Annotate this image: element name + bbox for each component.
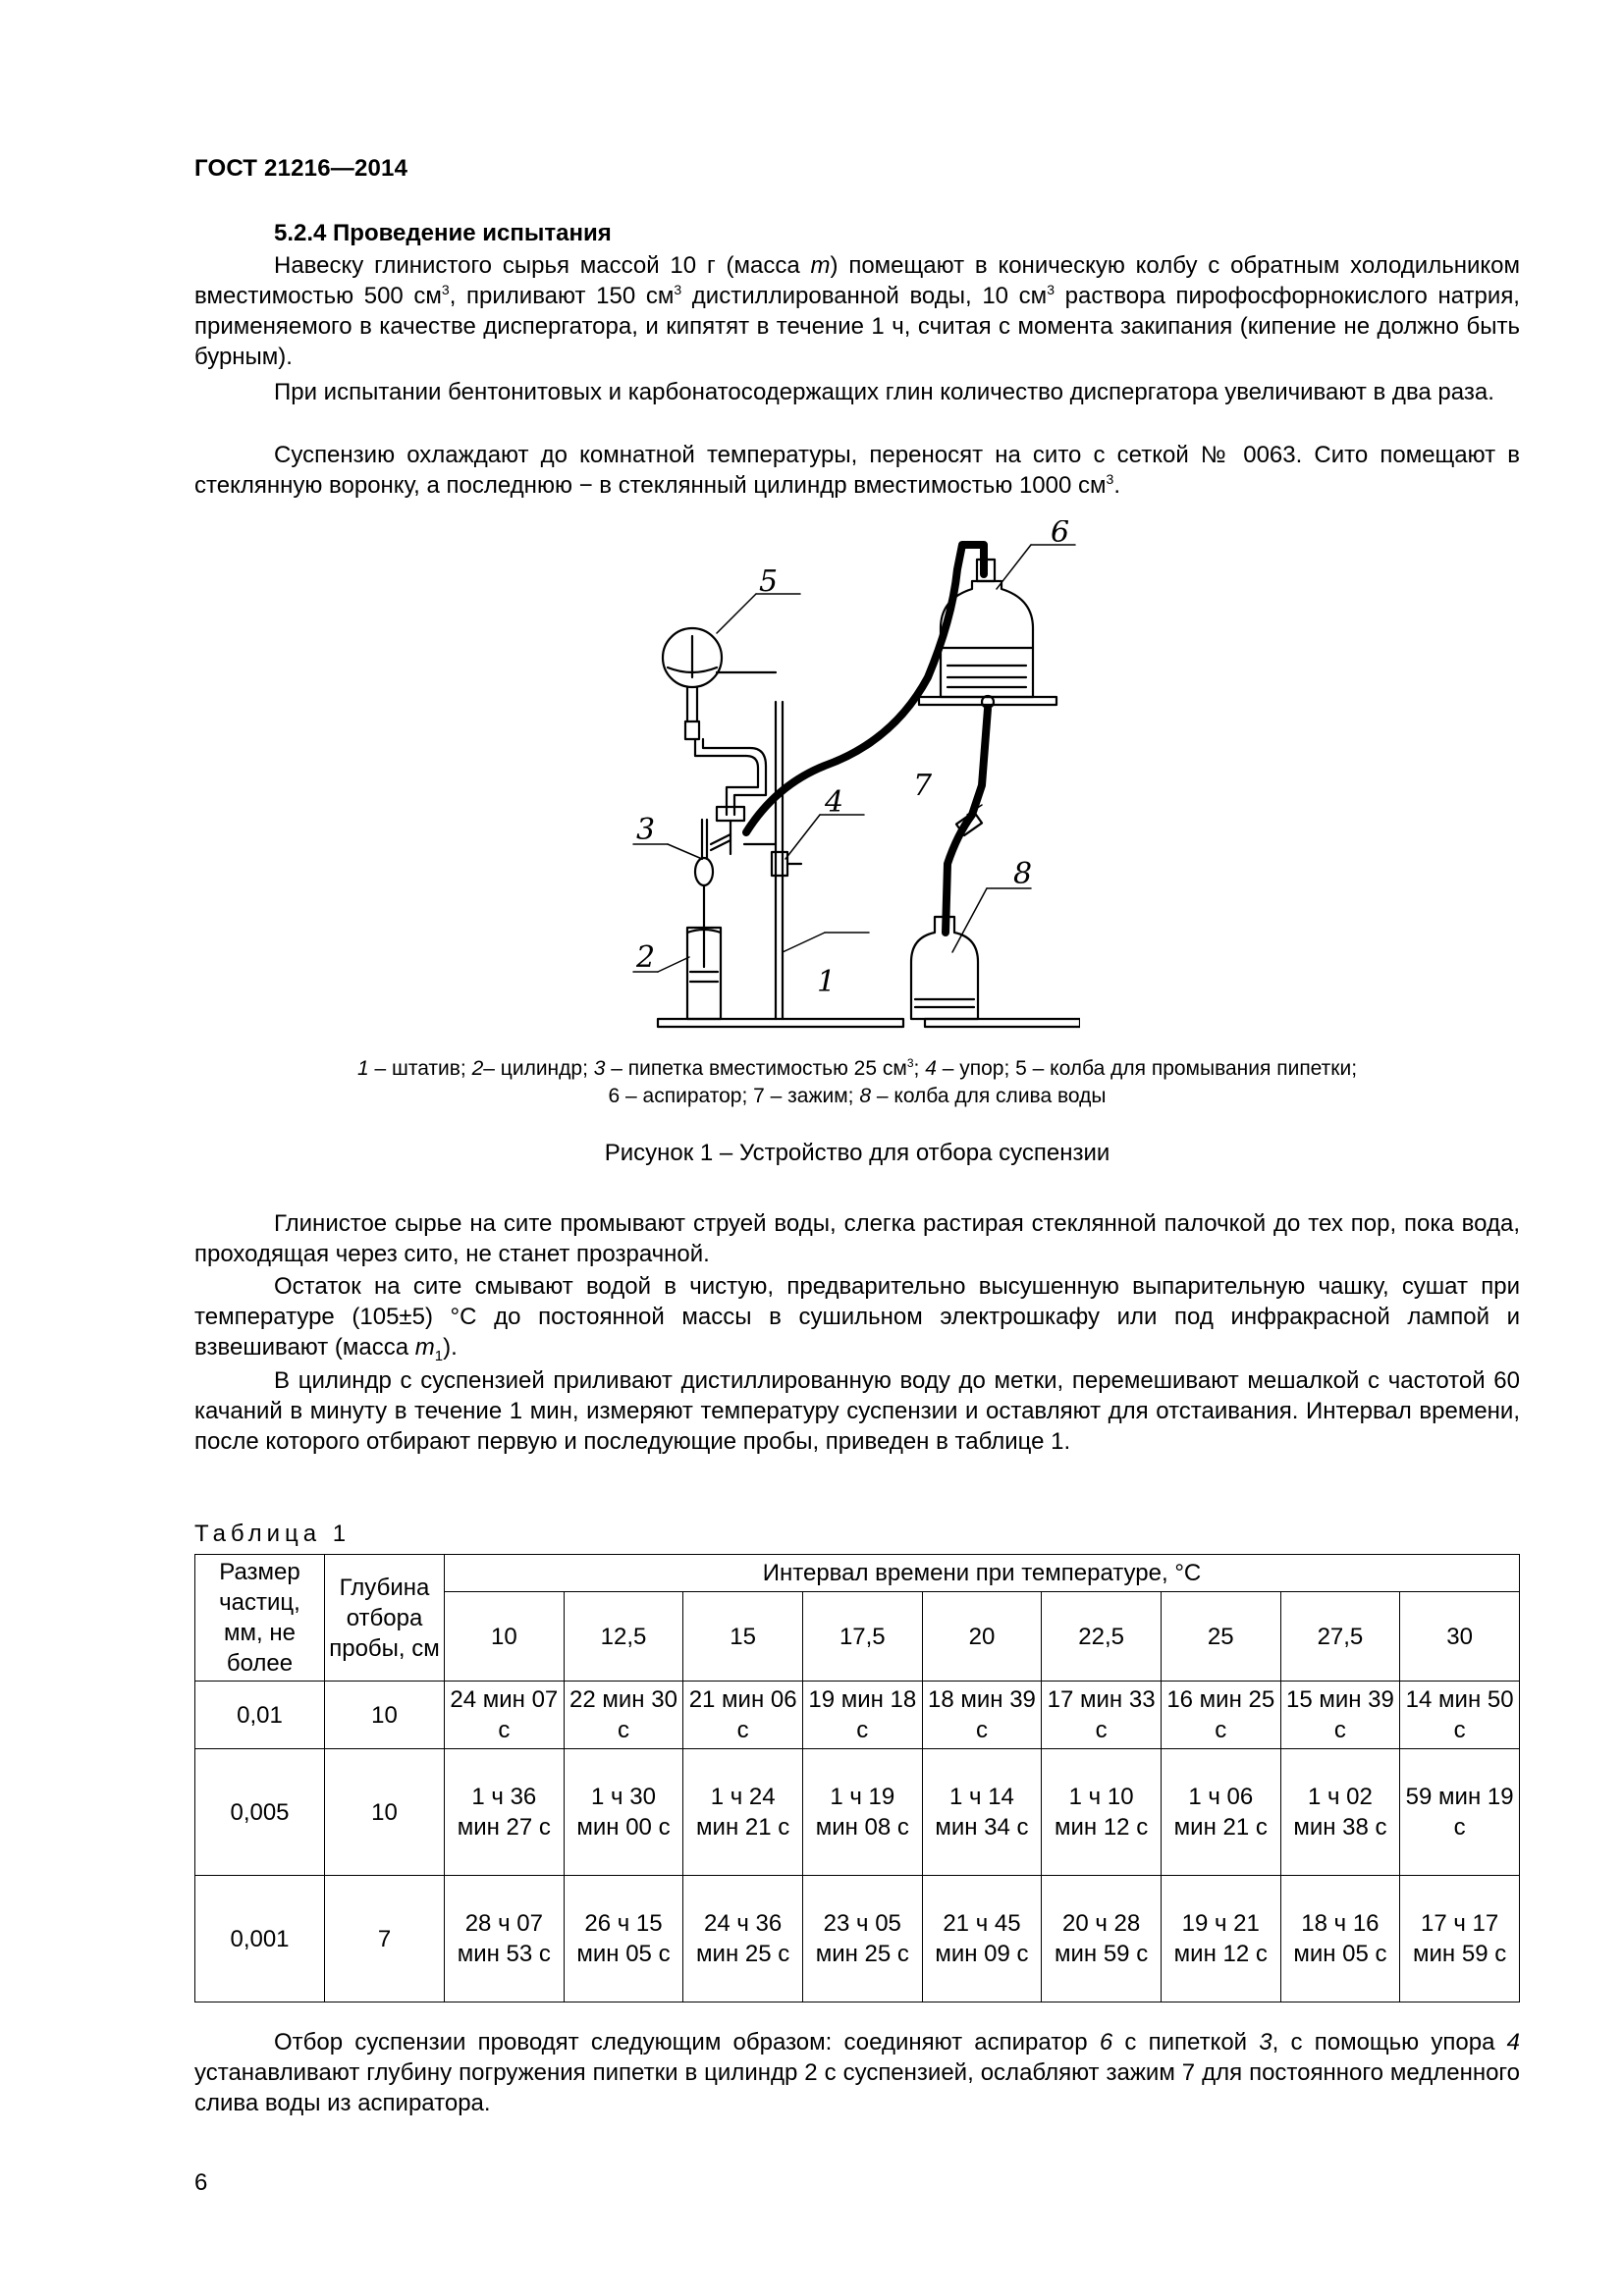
col-header-interval: Интервал времени при температуре, °С [445, 1555, 1520, 1592]
depth-cell: 7 [325, 1876, 445, 2002]
temp-header: 20 [922, 1592, 1042, 1682]
particle-size-cell: 0,005 [195, 1749, 325, 1876]
time-cell: 19 ч 21 мин 12 с [1161, 1876, 1280, 2002]
depth-cell: 10 [325, 1749, 445, 1876]
apparatus-diagram [628, 520, 1080, 1031]
time-cell: 1 ч 02 мин 38 с [1280, 1749, 1400, 1876]
figure-label-3: 3 [636, 813, 656, 847]
depth-cell: 10 [325, 1682, 445, 1749]
figure-legend-line-1: 1 – штатив; 2– цилиндр; 3 – пипетка вместимостью 25 $см^3$; 4 – упор; 5 – колба для промывания пипетки; [356, 1056, 1358, 1080]
aspirator-bottle [941, 581, 1033, 697]
time-cell: 23 ч 05 мин 25 с [802, 1876, 922, 2002]
table-row [195, 1876, 1520, 2002]
time-cell: 28 ч 07 мин 53 с [445, 1876, 565, 2002]
time-cell: 19 мин 18 с [802, 1682, 922, 1749]
temp-header: 25 [1161, 1592, 1280, 1682]
document-header: ГОСТ 21216—2014 [194, 155, 408, 182]
time-cell: 24 ч 36 мин 25 с [683, 1876, 803, 2002]
figure-label-6: 6 [1051, 520, 1070, 550]
time-cell: 20 ч 28 мин 59 с [1042, 1876, 1162, 2002]
time-cell: 1 ч 24 мин 21 с [683, 1749, 803, 1876]
time-cell: 1 ч 10 мин 12 с [1042, 1749, 1162, 1876]
time-cell: 17 ч 17 мин 59 с [1400, 1876, 1520, 2002]
time-cell: 1 ч 14 мин 34 с [922, 1749, 1042, 1876]
col-header-depth: Глубина отбора пробы, см [325, 1555, 445, 1682]
time-cell: 17 мин 33 с [1042, 1682, 1162, 1749]
pipette-bulb [695, 858, 713, 885]
col-header-size: Размер частиц, мм, не более [195, 1555, 325, 1682]
time-cell: 26 ч 15 мин 05 с [564, 1876, 683, 2002]
time-cell: 59 мин 19 с [1400, 1749, 1520, 1876]
time-cell: 18 мин 39 с [922, 1682, 1042, 1749]
paragraph-3: Суспензию охлаждают до комнатной температуры, переносят на сито с сеткой № 0063. Сито помещают в стеклянную воронку, а последнюю − в стеклянный цилиндр вместимостью 1000 $см^3$. [194, 442, 1520, 499]
temp-header: 10 [445, 1592, 565, 1682]
time-cell: 16 мин 25 с [1161, 1682, 1280, 1749]
temp-header: 30 [1400, 1592, 1520, 1682]
section-title: 5.2.4 Проведение испытания [274, 220, 612, 246]
time-cell: 21 мин 06 с [683, 1682, 803, 1749]
time-cell: 1 ч 36 мин 27 с [445, 1749, 565, 1876]
time-cell: 1 ч 06 мин 21 с [1161, 1749, 1280, 1876]
time-cell: 1 ч 30 мин 00 с [564, 1749, 683, 1876]
table-row [195, 1749, 1520, 1876]
table-header-row [195, 1555, 1520, 1592]
paragraph-5: Остаток на сите смывают водой в чистую, предварительно высушенную выпарительную чашку, сушат при температуре (105±5) °С до постоянной массы в сушильном электрошкафу или под инфракрасной лампой и взвешивают (масса $m_1$). [194, 1273, 1520, 1364]
time-cell: 18 ч 16 мин 05 с [1280, 1876, 1400, 2002]
time-cell: 21 ч 45 мин 09 с [922, 1876, 1042, 2002]
figure-label-1: 1 [817, 965, 837, 999]
interval-table [194, 1554, 1520, 2002]
paragraph-6: В цилиндр с суспензией приливают дистиллированную воду до метки, перемешивают мешалкой с частотой 60 качаний в минуту в течение 1 мин, измеряют температуру суспензии и оставляют для отстаивания. Интервал времени, после которого отбирают первую и последующие пробы, приведен в таблице 1. [194, 1367, 1520, 1455]
paragraph-7: Отбор суспензии проводят следующим образом: соединяют аспиратор 6 с пипеткой 3, с помощью упора 4 устанавливают глубину погружения пипетки в цилиндр 2 с суспензией, ослабляют зажим 7 для постоянного медленного слива воды из аспиратора. [194, 2029, 1520, 2116]
stop-clamp [772, 852, 787, 876]
figure-legend-line-2: 6 – аспиратор; 7 – зажим; 8 – колба для слива воды [608, 1085, 1107, 1107]
aspirator-shelf [919, 697, 1056, 705]
paragraph-4: Глинистое сырье на сите промывают струей воды, слегка растирая стеклянной палочкой до тех пор, пока вода, проходящая через сито, не станет прозрачной. [194, 1210, 1520, 1267]
time-cell: 14 мин 50 с [1400, 1682, 1520, 1749]
figure-label-2: 2 [636, 940, 656, 975]
table-label: Таблица 1 [194, 1521, 352, 1547]
time-cell: 1 ч 19 мин 08 с [802, 1749, 922, 1876]
particle-size-cell: 0,01 [195, 1682, 325, 1749]
temp-header: 27,5 [1280, 1592, 1400, 1682]
base-right [925, 1019, 1080, 1027]
temp-header: 15 [683, 1592, 803, 1682]
paragraph-2: При испытании бентонитовых и карбонатосодержащих глин количество диспергатора увеличивают в два раза. [274, 379, 1494, 405]
figure-label-8: 8 [1013, 857, 1033, 891]
figure-label-4: 4 [825, 785, 844, 820]
stand-base [658, 1019, 903, 1027]
time-cell: 22 мин 30 с [564, 1682, 683, 1749]
figure-label-5: 5 [759, 564, 779, 599]
time-cell: 15 мин 39 с [1280, 1682, 1400, 1749]
temp-header: 17,5 [802, 1592, 922, 1682]
table-row [195, 1682, 1520, 1749]
temp-header: 22,5 [1042, 1592, 1162, 1682]
figure-caption: Рисунок 1 – Устройство для отбора суспензии [604, 1140, 1110, 1166]
paragraph-1: Навеску глинистого сырья массой 10 г (масса m) помещают в коническую колбу с обратным холодильником вместимостью 500 $см^3$, приливают 150 $см^3$ дистиллированной воды, 10 $см^3$ раствора пирофосфорнокислого натрия, применяемого в качестве диспергатора, и кипятят в течение 1 ч, считая с момента закипания (кипение не должно быть бурным). [194, 252, 1521, 370]
figure-label-7: 7 [913, 769, 933, 803]
particle-size-cell: 0,001 [195, 1876, 325, 2002]
temp-header: 12,5 [564, 1592, 683, 1682]
page-number: 6 [194, 2169, 208, 2196]
time-cell: 24 мин 07 с [445, 1682, 565, 1749]
